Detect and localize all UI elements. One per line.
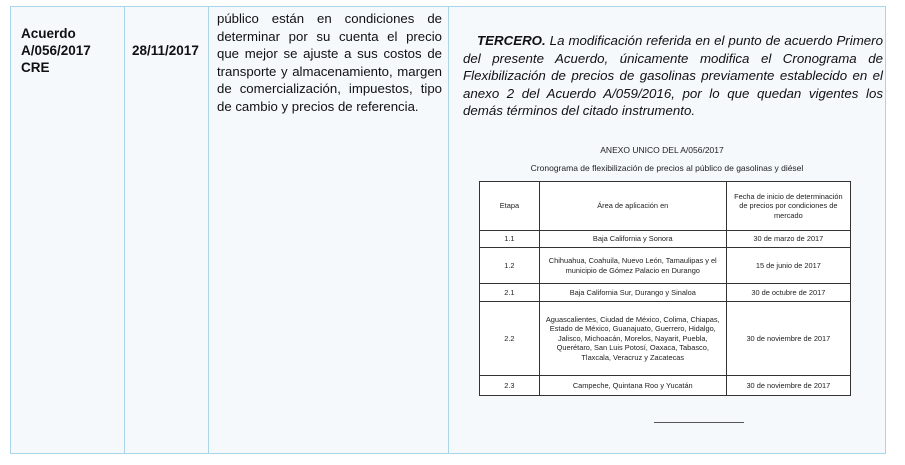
date-cell bbox=[125, 7, 209, 453]
header-area: Área de aplicación en bbox=[539, 182, 726, 231]
agreement-id: Acuerdo A/056/2017 CRE bbox=[21, 26, 91, 75]
description-text: público están en condiciones de determinar por su cuenta el precio que mejor se ajuste a sus costos de transporte y almacenamiento, margen de comercialización, impuestos, tipo de cambio y precios de referencia. bbox=[217, 11, 442, 114]
stage-cell: 2.3 bbox=[480, 376, 540, 396]
table-row bbox=[480, 302, 851, 376]
table-row bbox=[480, 248, 851, 284]
area-cell: Baja California y Sonora bbox=[539, 231, 726, 248]
annex-subtitle: Cronograma de flexibilización de precios al público de gasolinas y diésel bbox=[530, 163, 804, 173]
header-stage: Etapa bbox=[480, 182, 540, 231]
schedule-header-row bbox=[480, 182, 851, 231]
resolution-text: La modificación referida en el punto de acuerdo Primero del presente Acuerdo, únicamente modifica el Cronograma de Flexibilización de precios de gasolinas previamente establecido en el anexo 2 del Acuerdo A/059/2016, por lo que quedan vigentes los demás términos del citado instrumento. bbox=[463, 33, 883, 118]
annex-title: ANEXO UNICO DEL A/056/2017 bbox=[600, 145, 724, 155]
table-row bbox=[480, 376, 851, 396]
stage-cell: 2.2 bbox=[480, 302, 540, 376]
agreement-date: 28/11/2017 bbox=[132, 43, 199, 58]
area-cell: Campeche, Quintana Roo y Yucatán bbox=[539, 376, 726, 396]
table-row bbox=[480, 284, 851, 302]
table-row bbox=[480, 231, 851, 248]
stage-cell: 1.1 bbox=[480, 231, 540, 248]
date-cell: 30 de marzo de 2017 bbox=[726, 231, 850, 248]
header-date: Fecha de inicio de determinación de precios por condiciones de mercado bbox=[726, 182, 850, 231]
table-row bbox=[10, 6, 886, 454]
resolution-cell bbox=[449, 7, 885, 453]
signature-rule bbox=[654, 422, 744, 423]
date-cell: 30 de noviembre de 2017 bbox=[726, 376, 850, 396]
stage-cell: 1.2 bbox=[480, 248, 540, 284]
date-cell: 15 de junio de 2017 bbox=[726, 248, 850, 284]
date-cell: 30 de noviembre de 2017 bbox=[726, 302, 850, 376]
description-cell bbox=[209, 7, 449, 453]
annex-image bbox=[449, 145, 885, 390]
area-cell: Aguascalientes, Ciudad de México, Colima, Chiapas, Estado de México, Guanajuato, Guerrero, Hidalgo, Jalisco, Michoacán, Morelos, Nayarit, Puebla, Querétaro, San Luis Potosí, Oaxaca, Tabasco, Tlaxcala, Veracruz y Zacatecas bbox=[539, 302, 726, 376]
resolution-paragraph bbox=[463, 32, 883, 120]
resolution-label: TERCERO. bbox=[477, 33, 546, 48]
area-cell: Baja California Sur, Durango y Sinaloa bbox=[539, 284, 726, 302]
stage-cell: 2.1 bbox=[480, 284, 540, 302]
schedule-table bbox=[479, 181, 851, 396]
agreement-cell bbox=[11, 7, 125, 453]
area-cell: Chihuahua, Coahuila, Nuevo León, Tamaulipas y el municipio de Gómez Palacio en Durango bbox=[539, 248, 726, 284]
date-cell: 30 de octubre de 2017 bbox=[726, 284, 850, 302]
